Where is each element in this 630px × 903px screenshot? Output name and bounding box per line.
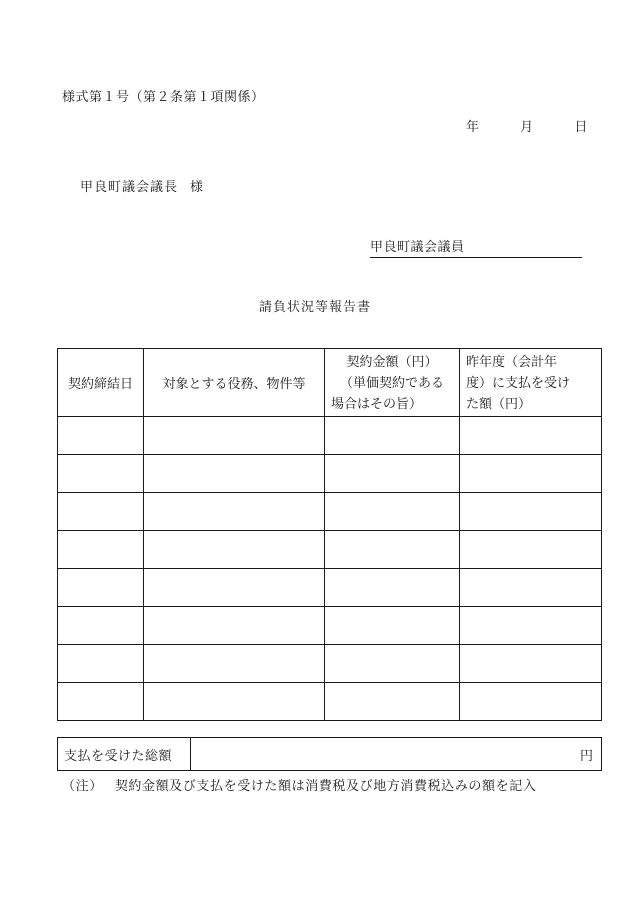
date-month-label: 月 <box>520 120 534 135</box>
table-row <box>58 645 602 683</box>
table-row <box>58 417 602 455</box>
cell-amount-received[interactable] <box>460 493 602 531</box>
cell-amount-received[interactable] <box>460 531 602 569</box>
cell-contract-date[interactable] <box>58 645 144 683</box>
cell-contract-amount[interactable] <box>325 417 460 455</box>
cell-service-item[interactable] <box>144 645 325 683</box>
date-line <box>466 116 587 135</box>
header-amount-received: 昨年度（会計年 度）に支払を受け た額（円） <box>460 349 602 417</box>
cell-service-item[interactable] <box>144 493 325 531</box>
cell-contract-amount[interactable] <box>325 569 460 607</box>
total-table <box>57 737 602 771</box>
cell-amount-received[interactable] <box>460 683 602 721</box>
cell-contract-date[interactable] <box>58 531 144 569</box>
cell-contract-amount[interactable] <box>325 531 460 569</box>
header-contract-date: 契約締結日 <box>58 349 144 417</box>
footnote <box>62 775 536 794</box>
header-contract-amount: 契約金額（円） （単価契約である 場合はその旨） <box>325 349 460 417</box>
cell-amount-received[interactable] <box>460 645 602 683</box>
cell-amount-received[interactable] <box>460 455 602 493</box>
report-table <box>57 348 602 721</box>
cell-service-item[interactable] <box>144 455 325 493</box>
cell-contract-date[interactable] <box>58 569 144 607</box>
table-row <box>58 493 602 531</box>
cell-amount-received[interactable] <box>460 607 602 645</box>
cell-contract-amount[interactable] <box>325 607 460 645</box>
cell-contract-date[interactable] <box>58 607 144 645</box>
form-number: 様式第１号（第２条第１項関係） <box>62 90 265 105</box>
date-year-label: 年 <box>466 120 480 135</box>
footnote-text: 契約金額及び支払を受けた額は消費税及び地方消費税込みの額を記入 <box>114 779 537 794</box>
total-amount-field[interactable] <box>191 738 602 771</box>
total-unit: 円 <box>579 748 593 764</box>
table-row <box>58 683 602 721</box>
table-body <box>58 417 602 721</box>
cell-contract-date[interactable] <box>58 455 144 493</box>
table-row <box>58 607 602 645</box>
cell-contract-date[interactable] <box>58 417 144 455</box>
addressee-name: 甲良町議会議長 <box>80 180 179 195</box>
table-row <box>58 569 602 607</box>
sender-field: 甲良町議会議員 <box>370 236 582 258</box>
cell-service-item[interactable] <box>144 417 325 455</box>
cell-service-item[interactable] <box>144 569 325 607</box>
cell-amount-received[interactable] <box>460 417 602 455</box>
cell-contract-amount[interactable] <box>325 645 460 683</box>
cell-contract-date[interactable] <box>58 683 144 721</box>
header-service-item: 対象とする役務、物件等 <box>144 349 325 417</box>
document-title: 請負状況等報告書 <box>258 300 371 315</box>
total-label: 支払を受けた総額 <box>58 738 191 771</box>
footnote-prefix: （注） <box>62 779 103 794</box>
table-row <box>58 455 602 493</box>
total-row <box>58 738 602 771</box>
addressee-honorific: 様 <box>190 180 205 195</box>
cell-service-item[interactable] <box>144 683 325 721</box>
cell-contract-amount[interactable] <box>325 683 460 721</box>
cell-contract-date[interactable] <box>58 493 144 531</box>
table-header-row <box>58 349 602 417</box>
date-day-label: 日 <box>574 120 588 135</box>
addressee <box>80 176 204 195</box>
cell-contract-amount[interactable] <box>325 493 460 531</box>
table-row <box>58 531 602 569</box>
cell-amount-received[interactable] <box>460 569 602 607</box>
cell-contract-amount[interactable] <box>325 455 460 493</box>
cell-service-item[interactable] <box>144 607 325 645</box>
cell-service-item[interactable] <box>144 531 325 569</box>
